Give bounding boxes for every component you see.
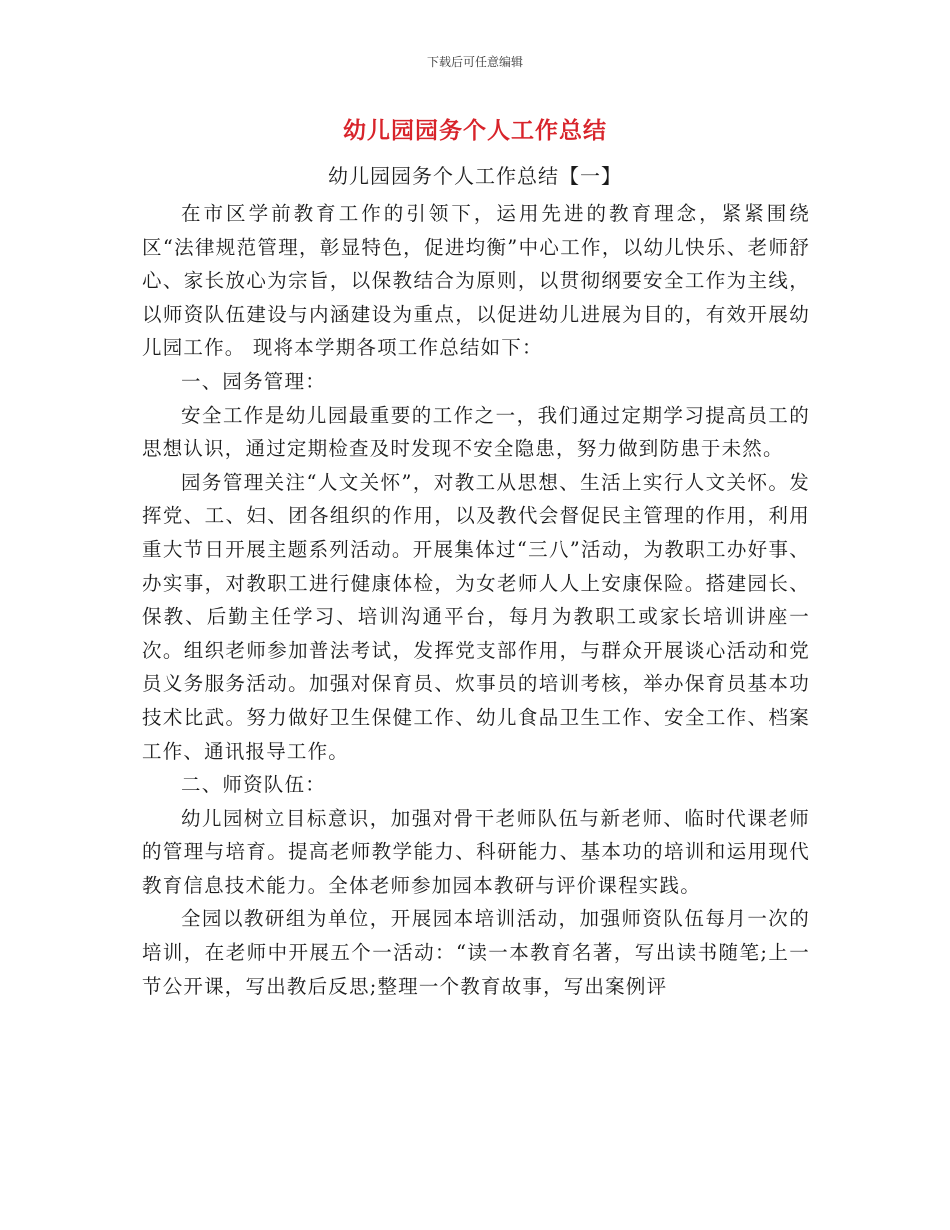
paragraph-research-groups: 全园以教研组为单位，开展园本培训活动，加强师资队伍每月一次的培训，在老师中开展五个一活动：“读一本教育名著，写出读书随笔;上一节公开课，写出教后反思;整理一个教育故事，写出案例评	[142, 907, 810, 998]
paragraph-safety: 安全工作是幼儿园最重要的工作之一，我们通过定期学习提高员工的思想认识，通过定期检查及时发现不安全隐患，努力做到防患于未然。	[142, 403, 810, 461]
paragraph-humanistic-care: 园务管理关注“人文关怀”，对教工从思想、生活上实行人文关怀。发挥党、工、妇、团各组织的作用，以及教代会督促民主管理的作用，利用重大节日开展主题系列活动。开展集体过“三八”活动，为教职工办好事、办实事，对教职工进行健康体检，为女老师人人上安康保险。搭建园长、保教、后勤主任学习、培训沟通平台，每月为教职工或家长培训讲座一次。组织老师参加普法考试，发挥党支部作用，与群众开展谈心活动和党员义务服务活动。加强对保育员、炊事员的培训考核，举办保育员基本功技术比武。努力做好卫生保健工作、幼儿食品卫生工作、安全工作、档案工作、通讯报导工作。	[142, 470, 810, 763]
document-title: 幼儿园园务个人工作总结	[343, 118, 607, 144]
section-heading-teachers: 二、师资队伍：	[181, 773, 326, 797]
paragraph-intro: 在市区学前教育工作的引领下，运用先进的教育理念，紧紧围绕区“法律规范管理，彰显特色，促进均衡”中心工作，以幼儿快乐、老师舒心、家长放心为宗旨，以保教结合为原则，以贯彻纲要安全工作为主线，以师资队伍建设与内涵建设为重点，以促进幼儿进展为目的，有效开展幼儿园工作。 现将本学期各项工作总结如下：	[142, 202, 810, 360]
document-subtitle: 幼儿园园务个人工作总结【一】	[328, 164, 622, 188]
section-heading-management: 一、园务管理：	[181, 369, 326, 393]
page-header-note: 下载后可任意编辑	[426, 55, 523, 69]
document-body	[142, 197, 810, 1003]
paragraph-teacher-training: 幼儿园树立目标意识，加强对骨干老师队伍与新老师、临时代课老师的管理与培育。提高老师教学能力、科研能力、基本功的培训和运用现代教育信息技术能力。全体老师参加园本教研与评价课程实践。	[142, 806, 810, 897]
